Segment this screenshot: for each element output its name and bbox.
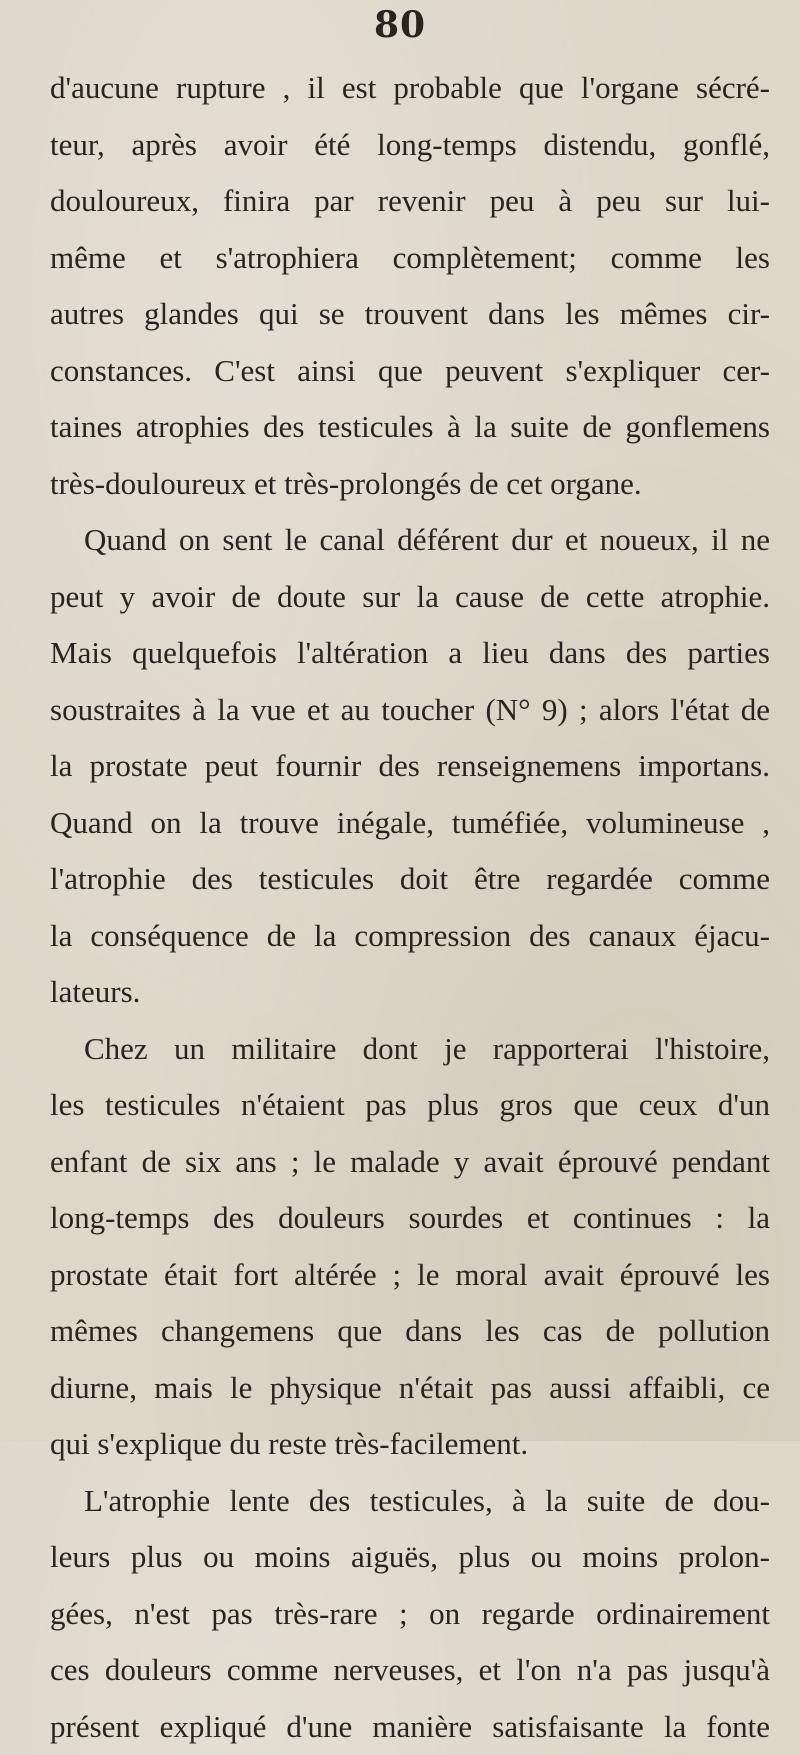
body-text <box>50 60 770 1755</box>
text-line: ces douleurs comme nerveuses, et l'on n'a pas jusqu'à <box>50 1642 770 1699</box>
text-line: la conséquence de la compression des canaux éjacu- <box>50 908 770 965</box>
text-line: lateurs. <box>50 964 770 1021</box>
text-line: long-temps des douleurs sourdes et continues : la <box>50 1190 770 1247</box>
text-line: d'aucune rupture , il est probable que l'organe sécré- <box>50 60 770 117</box>
text-line: Mais quelquefois l'altération a lieu dans des parties <box>50 625 770 682</box>
text-line: très-douloureux et très-prolongés de cet organe. <box>50 456 770 513</box>
text-line: prostate était fort altérée ; le moral avait éprouvé les <box>50 1247 770 1304</box>
text-line: la prostate peut fournir des renseignemens importans. <box>50 738 770 795</box>
text-line: douloureux, finira par revenir peu à peu sur lui- <box>50 173 770 230</box>
text-line: même et s'atrophiera complètement; comme les <box>50 230 770 287</box>
text-line: qui s'explique du reste très-facilement. <box>50 1416 770 1473</box>
text-line: Quand on la trouve inégale, tuméfiée, volumineuse , <box>50 795 770 852</box>
text-line: taines atrophies des testicules à la suite de gonflemens <box>50 399 770 456</box>
text-line: leurs plus ou moins aiguës, plus ou moins prolon- <box>50 1529 770 1586</box>
text-line: l'atrophie des testicules doit être regardée comme <box>50 851 770 908</box>
text-line: diurne, mais le physique n'était pas aussi affaibli, ce <box>50 1360 770 1417</box>
text-line: teur, après avoir été long-temps distendu, gonflé, <box>50 117 770 174</box>
text-line: mêmes changemens que dans les cas de pollution <box>50 1303 770 1360</box>
text-line: gées, n'est pas très-rare ; on regarde ordinairement <box>50 1586 770 1643</box>
text-line: peut y avoir de doute sur la cause de cette atrophie. <box>50 569 770 626</box>
text-line: L'atrophie lente des testicules, à la suite de dou- <box>50 1473 770 1530</box>
text-line: présent expliqué d'une manière satisfaisante la fonte <box>50 1699 770 1755</box>
text-line: soustraites à la vue et au toucher (N° 9) ; alors l'état de <box>50 682 770 739</box>
text-line: les testicules n'étaient pas plus gros que ceux d'un <box>50 1077 770 1134</box>
text-line: autres glandes qui se trouvent dans les mêmes cir- <box>50 286 770 343</box>
text-line: constances. C'est ainsi que peuvent s'expliquer cer- <box>50 343 770 400</box>
text-line: enfant de six ans ; le malade y avait éprouvé pendant <box>50 1134 770 1191</box>
page-number: 80 <box>0 4 800 46</box>
text-line: Chez un militaire dont je rapporterai l'histoire, <box>50 1021 770 1078</box>
text-line: Quand on sent le canal déférent dur et noueux, il ne <box>50 512 770 569</box>
